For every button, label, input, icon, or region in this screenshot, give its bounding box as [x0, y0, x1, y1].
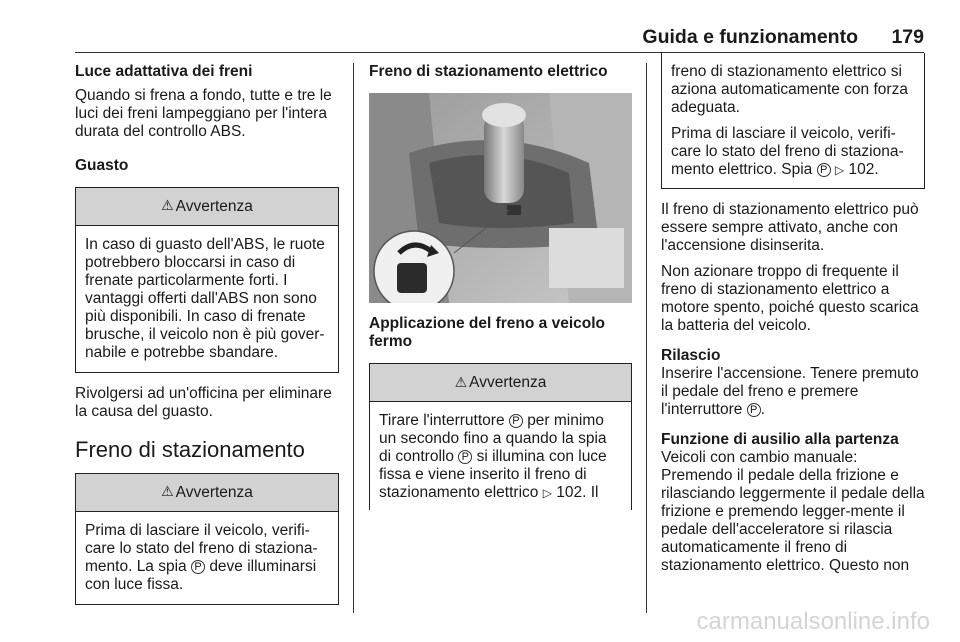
warning-text: 102. Il [556, 484, 599, 501]
warning-body: In caso di guasto dell'ABS, le ruote potrebbero bloccarsi in caso di frenate particolarmente forti. I vantaggi offerti dall'ABS non sono più disponibili. In caso di frenate brusche, il veicolo non è più gover-nabile e potrebbe sbandare. [85, 236, 325, 361]
warning-triangle-icon: ⚠ [454, 374, 468, 390]
warning-text: Tirare l'interruttore [379, 412, 505, 429]
parking-brake-icon: P [191, 560, 205, 574]
warning-body [76, 512, 338, 604]
paragraph-officina: Rivolgersi ad un'officina per eliminare la causa del guasto. [75, 385, 332, 420]
column-divider [353, 63, 354, 613]
warning-text: si illumina con luce fissa e viene inserito il freno di stazionamento elettrico [379, 448, 607, 501]
page-header [75, 26, 924, 52]
warning-text: Prima di lasciare il veicolo, verifi-care lo stato del freno di staziona-mento elettrico. Spia [671, 125, 904, 178]
heading-guasto: Guasto [75, 157, 129, 174]
warning-body [370, 402, 631, 510]
heading-applicazione: Applicazione del freno a veicolo fermo [369, 315, 605, 350]
paragraph-rilascio [661, 365, 925, 419]
warning-box [369, 363, 632, 510]
heading-ausilio: Funzione di ausilio alla partenza [661, 431, 899, 448]
warning-header [370, 364, 631, 402]
warning-text: deve illuminarsi con luce fissa. [85, 558, 317, 593]
warning-text: freno di stazionamento elettrico si aziona automaticamente con forza adeguata. [671, 63, 908, 116]
warning-text: Prima di lasciare il veicolo, verifi-care lo stato del freno di staziona-mento. La spia [85, 522, 318, 575]
heading-freno-elettrico: Freno di stazionamento elettrico [369, 63, 608, 80]
paragraph-text: Inserire l'accensione. Tenere premuto il pedale del freno e premere l'interruttore [661, 365, 919, 418]
warning-triangle-icon: ⚠ [161, 483, 174, 499]
warning-text [671, 125, 915, 179]
parking-brake-photo [369, 93, 632, 303]
warning-header [76, 474, 338, 512]
warning-box [75, 187, 339, 373]
paragraph-adaptive: Quando si frena a fondo, tutte e tre le luci dei freni lampeggiano per l'intera durata del controllo ABS. [75, 87, 332, 140]
warning-title: Avvertenza [469, 373, 547, 391]
watermark: carmanualsonline.info [696, 608, 930, 635]
section-title: Guida e funzionamento [642, 26, 858, 48]
warning-title: Avvertenza [175, 197, 253, 215]
page-ref-arrow-icon: ▷ [542, 486, 552, 500]
paragraph-ausilio: Veicoli con cambio manuale: Premendo il pedale della frizione e rilasciando leggermente il pedale della frizione e premendo legger-mente il pedale dell'acceleratore si rilascia automaticamente il freno di stazionamento elettrico. Questo non [661, 449, 925, 574]
paragraph-always-active: Il freno di stazionamento elettrico può essere sempre attivato, anche con l'accensione disinserita. [661, 201, 919, 254]
warning-box-continued [661, 53, 925, 189]
parking-brake-icon: P [747, 403, 761, 417]
warning-text: per minimo un secondo fino a quando la spia di controllo [379, 412, 607, 465]
parking-brake-icon: P [509, 414, 523, 428]
page-number: 179 [891, 26, 924, 48]
warning-text: 102. [848, 161, 879, 178]
heading-freno-stazionamento: Freno di stazionamento [75, 437, 305, 462]
warning-title: Avvertenza [175, 483, 253, 501]
paragraph-text: . [760, 401, 765, 418]
heading-rilascio: Rilascio [661, 347, 721, 364]
column-middle [369, 63, 632, 510]
warning-header [76, 188, 338, 226]
paragraph-battery: Non azionare troppo di frequente il freno di stazionamento elettrico a motore spento, poiché questo scarica la batteria del veicolo. [661, 263, 919, 334]
parking-brake-icon: P [458, 450, 472, 464]
column-left [75, 63, 339, 605]
column-right [661, 63, 925, 575]
warning-box [75, 473, 339, 605]
warning-triangle-icon: ⚠ [161, 197, 174, 213]
column-divider [646, 63, 647, 613]
heading-adaptive-brake-light: Luce adattativa dei freni [75, 63, 253, 80]
page-ref-arrow-icon: ▷ [834, 163, 845, 177]
parking-brake-icon: P [817, 163, 831, 177]
